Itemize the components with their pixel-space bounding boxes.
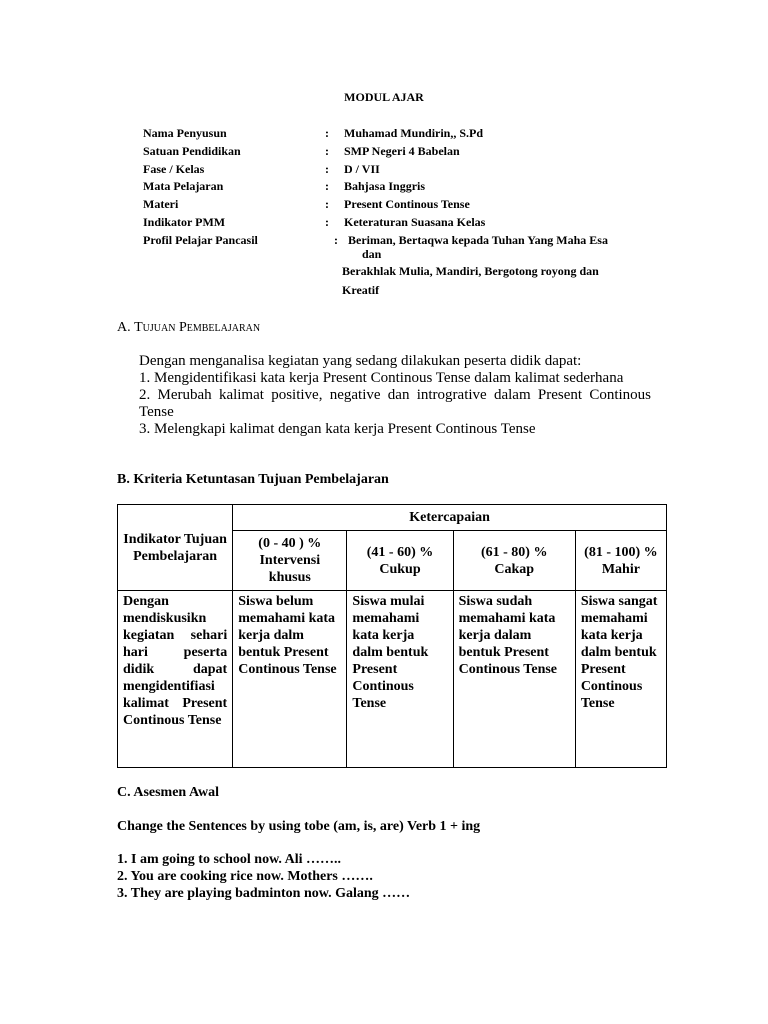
level-name: Cakap — [494, 561, 535, 577]
info-colon: : — [325, 197, 329, 211]
profil-line-4: Kreatif — [342, 283, 380, 297]
indikator-cell: Dengan mendiskusikn kegiatan sehari hari peserta didik dapat mengidentifiasi kalimat Present Continous Tense — [118, 591, 233, 768]
objective-item-2-line-2: Tense — [139, 404, 174, 420]
level-range: (41 - 60) % — [366, 544, 434, 560]
info-row-profil-pelajar — [143, 233, 663, 303]
info-row-fase-kelas — [143, 162, 663, 178]
description-cell-4: Siswa sangat memahami kata kerja dalm bentuk Present Continous Tense — [575, 591, 666, 768]
level-header-2 — [347, 531, 453, 591]
assessment-item-3: 3. They are playing badminton now. Galang …… — [117, 886, 411, 901]
info-colon: : — [325, 215, 329, 229]
info-row-satuan-pendidikan — [143, 144, 663, 160]
section-b-heading: B. Kriteria Ketuntasan Tujuan Pembelajaran — [117, 472, 389, 487]
header-indikator: Indikator Tujuan Pembelajaran — [118, 505, 233, 591]
level-range: (0 - 40 ) % — [258, 536, 322, 551]
section-a-title: Tujuan Pembelajaran — [134, 320, 261, 335]
assessment-item-1: 1. I am going to school now. Ali …….. — [117, 852, 342, 867]
info-row-nama-penyusun — [143, 126, 663, 142]
level-range: (61 - 80) % — [480, 544, 548, 560]
section-a-heading — [117, 320, 260, 336]
level-range: (81 - 100) % — [584, 544, 658, 560]
info-value: SMP Negeri 4 Babelan — [344, 144, 460, 158]
info-colon: : — [334, 233, 338, 247]
info-value: D / VII — [344, 162, 380, 176]
info-label: Mata Pelajaran — [143, 179, 224, 193]
level-header-1 — [233, 531, 347, 591]
level-name: Intervensi khusus — [259, 553, 321, 585]
info-label: Indikator PMM — [143, 215, 226, 229]
assessment-items — [117, 851, 410, 902]
profil-line-2: dan — [362, 247, 382, 261]
info-value: Keteraturan Suasana Kelas — [344, 215, 486, 229]
info-value: Present Continous Tense — [344, 197, 470, 211]
section-a-prefix: A. — [117, 320, 135, 335]
assessment-item-2: 2. You are cooking rice now. Mothers ……. — [117, 869, 373, 884]
profil-line-3: Berakhlak Mulia, Mandiri, Bergotong royong dan — [342, 264, 599, 278]
info-label: Nama Penyusun — [143, 126, 227, 140]
level-header-3 — [453, 531, 575, 591]
header-ketercapaian: Ketercapaian — [233, 505, 667, 531]
info-label: Materi — [143, 197, 179, 211]
level-name: Mahir — [601, 561, 640, 577]
info-label: Profil Pelajar Pancasil — [143, 233, 258, 247]
info-colon: : — [325, 179, 329, 193]
info-colon: : — [325, 126, 329, 140]
info-label: Fase / Kelas — [143, 162, 205, 176]
objective-item-3: 3. Melengkapi kalimat dengan kata kerja Present Continous Tense — [139, 421, 536, 437]
info-row-materi — [143, 197, 663, 213]
description-cell-2: Siswa mulai memahami kata kerja dalm bentuk Present Continous Tense — [347, 591, 453, 768]
info-row-mata-pelajaran — [143, 179, 663, 195]
info-value: Muhamad Mundirin,, S.Pd — [344, 126, 484, 140]
section-a-body — [139, 353, 651, 438]
info-row-indikator-pmm — [143, 215, 663, 231]
description-cell-1: Siswa belum memahami kata kerja dalm bentuk Present Continous Tense — [233, 591, 347, 768]
objective-intro: Dengan menganalisa kegiatan yang sedang dilakukan peserta didik dapat: — [139, 353, 582, 369]
level-name: Cukup — [379, 561, 421, 577]
info-label: Satuan Pendidikan — [143, 144, 241, 158]
criteria-table — [117, 504, 667, 768]
section-c-heading: C. Asesmen Awal — [117, 785, 220, 800]
assessment-instruction: Change the Sentences by using tobe (am, is, are) Verb 1 + ing — [117, 819, 481, 834]
info-colon: : — [325, 144, 329, 158]
profil-line-1: Beriman, Bertaqwa kepada Tuhan Yang Maha Esa — [348, 233, 608, 247]
objective-item-1: 1. Mengidentifikasi kata kerja Present Continous Tense dalam kalimat sederhana — [139, 370, 624, 386]
info-value: Bahjasa Inggris — [344, 179, 426, 193]
level-header-4 — [575, 531, 666, 591]
document-title: MODUL AJAR — [344, 90, 424, 104]
description-cell-3: Siswa sudah memahami kata kerja dalam bentuk Present Continous Tense — [453, 591, 575, 768]
info-colon: : — [325, 162, 329, 176]
objective-item-2-line-1: 2. Merubah kalimat positive, negative dan introgrative dalam Present Continous — [139, 387, 651, 403]
